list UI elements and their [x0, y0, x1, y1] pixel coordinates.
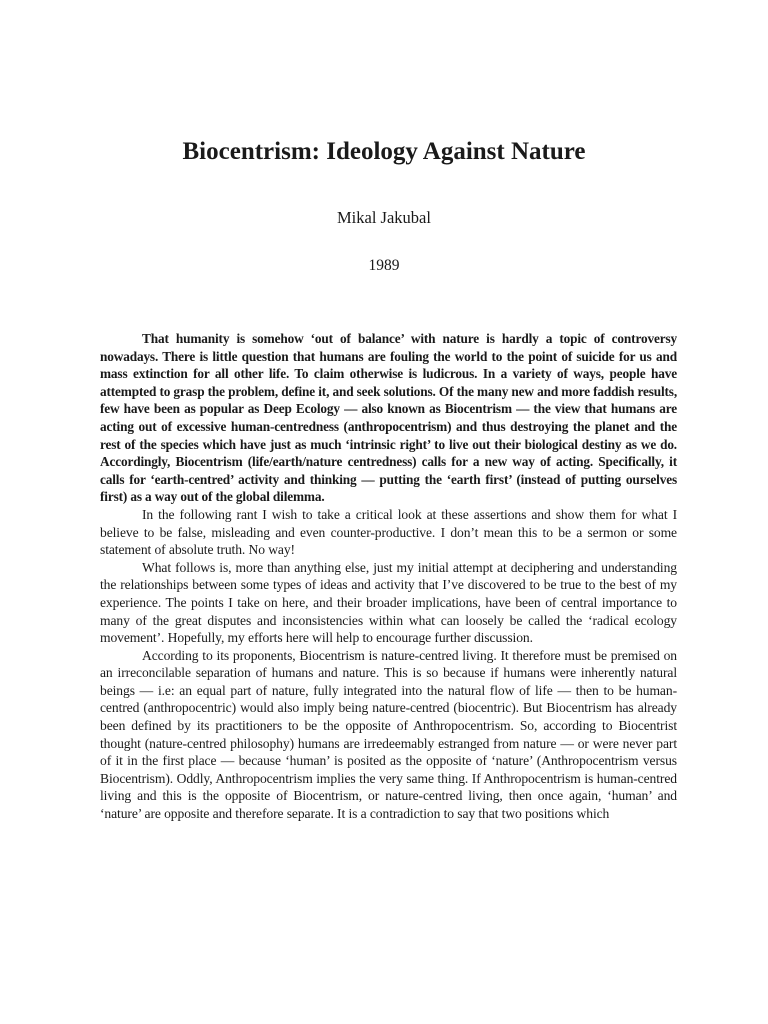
- document-body: [100, 330, 677, 823]
- body-paragraph: According to its proponents, Biocentrism is nature-centred living. It therefore must be premised on an irreconcilable separation of humans and nature. This is so because if humans were inherently natural beings — i.e: an equal part of nature, fully integrated into the natural flow of life — then to be human-centred (anthropocentric) would also imply being nature-centred (biocentric). But Biocentrism has already been defined by its practitioners to be the opposite of Anthropocentrism. So, according to Biocentrist thought (nature-centred philosophy) humans are irredeemably estranged from nature — or were never part of it in the first place — because ‘human’ is posited as the opposite of ‘nature’ (Anthropocentrism versus Biocentrism). Oddly, Anthropocentrism implies the very same thing. If Anthropocentrism is human-centred living and this is the opposite of Biocentrism, or nature-centred living, then once again, ‘human’ and ‘nature’ are opposite and therefore separate. It is a contradiction to say that two positions which: [100, 647, 677, 822]
- document-date: 1989: [368, 257, 400, 274]
- body-paragraph: What follows is, more than anything else, just my initial attempt at deciphering and understanding the relationships between some types of ideas and activity that I’ve discovered to be true to the best of my experience. The points I take on here, and their broader implications, have been of central importance to many of the great disputes and inconsistencies within what can loosely be called the ‘radical ecology movement’. Hopefully, my efforts here will help to encourage further discussion.: [100, 559, 677, 646]
- lead-paragraph: That humanity is somehow ‘out of balance’ with nature is hardly a topic of controversy nowadays. There is little question that humans are fouling the world to the point of suicide for us and mass extinction for all other life. To claim otherwise is ludicrous. In a variety of ways, people have attempted to grasp the problem, define it, and seek solutions. Of the many new and more faddish results, few have been as popular as Deep Ecology — also known as Biocentrism — the view that humans are acting out of excessive human-centredness (anthropocentrism) and thus destroying the planet and the rest of the species which have just as much ‘intrinsic right’ to live out their biological destiny as we do. Accordingly, Biocentrism (life/earth/nature centredness) calls for a new way of acting. Specifically, it calls for ‘earth-centred’ activity and thinking — putting the ‘earth first’ (instead of putting ourselves first) as a way out of the global dilemma.: [100, 331, 677, 505]
- body-paragraph: In the following rant I wish to take a critical look at these assertions and show them for what I believe to be false, misleading and even counter-productive. I don’t mean this to be a sermon or some statement of absolute truth. No way!: [100, 506, 677, 558]
- document-title: Biocentrism: Ideology Against Nature: [182, 138, 586, 165]
- document-author: Mikal Jakubal: [337, 208, 431, 227]
